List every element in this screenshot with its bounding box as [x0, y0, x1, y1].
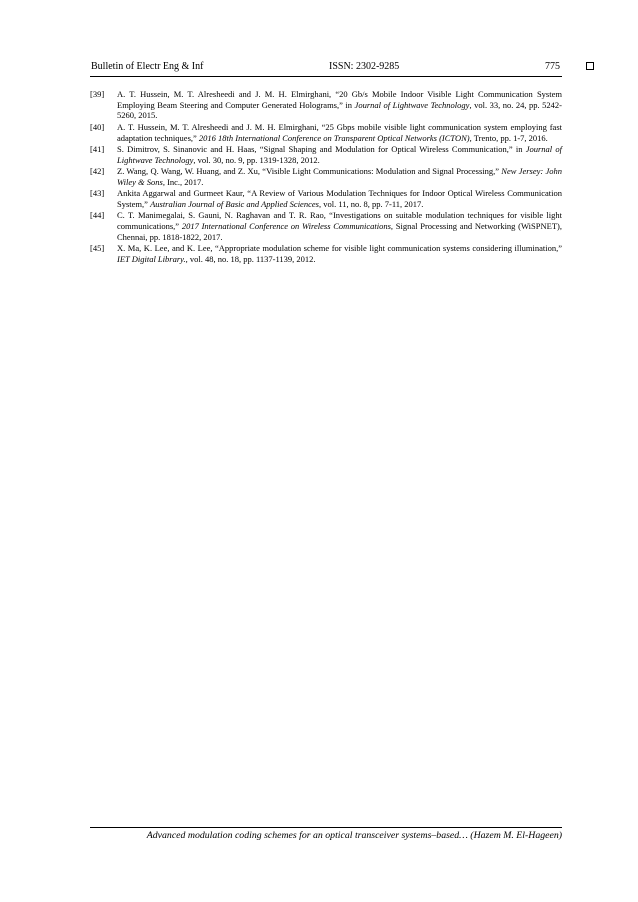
- page-header: [90, 61, 562, 75]
- reference-details: , Signal Processing and Networking (WiSPNET), Chennai, pp. 1818-1822, 2017.: [117, 220, 562, 242]
- reference-details: , vol. 30, no. 9, pp. 1319-1328, 2012.: [193, 154, 320, 165]
- page-footer: Advanced modulation coding schemes for an optical transceiver systems–based… (Hazem M. El-Hageen): [146, 830, 562, 841]
- reference-venue: IET Digital Library.: [117, 253, 186, 264]
- reference-item: [90, 144, 562, 165]
- reference-list: [90, 89, 562, 265]
- checkbox-square-icon: [586, 62, 594, 70]
- reference-number: [44]: [90, 210, 105, 221]
- reference-item: [90, 166, 562, 187]
- reference-venue: Journal of Lightwave Technology: [354, 99, 470, 110]
- header-rule: [90, 76, 562, 77]
- reference-item: [90, 188, 562, 209]
- reference-venue: Australian Journal of Basic and Applied Sciences: [150, 198, 319, 209]
- reference-text: A. T. Hussein, M. T. Alresheedi and J. M. H. Elmirghani, “20 Gb/s Mobile Indoor Visible Light Communication System Employing Beam Steering and Computer Generated Holograms,” in: [117, 89, 562, 110]
- reference-text: S. Dimitrov, S. Sinanovic and H. Haas, “Signal Shaping and Modulation for Optical Wireless Communication,” in: [117, 143, 526, 154]
- reference-number: [42]: [90, 165, 105, 176]
- reference-item: [90, 210, 562, 242]
- reference-number: [43]: [90, 188, 105, 199]
- issn: ISSN: 2302-9285: [329, 61, 400, 72]
- reference-text: X. Ma, K. Lee, and K. Lee, “Appropriate modulation scheme for visible light communication systems considering illumination,”: [117, 242, 562, 253]
- reference-venue: 2017 International Conference on Wireless Communications: [181, 220, 391, 231]
- reference-venue: Journal of Lightwave Technology: [117, 143, 562, 165]
- reference-text: Ankita Aggarwal and Gurmeet Kaur, “A Review of Various Modulation Techniques for Indoor Optical Wireless Communication System,”: [117, 188, 562, 209]
- reference-details: , Trento, pp. 1-7, 2016.: [469, 132, 548, 143]
- reference-number: [45]: [90, 242, 105, 253]
- page-number: 775: [545, 61, 560, 72]
- reference-number: [41]: [90, 143, 105, 154]
- reference-details: , Inc., 2017.: [162, 176, 204, 187]
- reference-venue: New Jersey: John Wiley & Sons: [117, 165, 562, 187]
- footer-rule: [90, 827, 562, 828]
- reference-item: [90, 89, 562, 121]
- reference-text: A. T. Hussein, M. T. Alresheedi and J. M. H. Elmirghani, “25 Gbps mobile visible light communication system employing fast adaptation techniques,”: [117, 121, 562, 143]
- reference-venue: 2016 18th International Conference on Transparent Optical Networks (ICTON): [198, 132, 470, 143]
- journal-name: Bulletin of Electr Eng & Inf: [91, 61, 204, 72]
- reference-details: , vol. 11, no. 8, pp. 7-11, 2017.: [318, 198, 424, 209]
- reference-item: [90, 243, 562, 264]
- reference-item: [90, 122, 562, 143]
- reference-number: [40]: [90, 121, 105, 132]
- reference-details: , vol. 48, no. 18, pp. 1137-1139, 2012.: [185, 253, 316, 264]
- reference-number: [39]: [90, 89, 105, 99]
- reference-details: , vol. 33, no. 24, pp. 5242-5260, 2015.: [117, 99, 562, 121]
- reference-text: Z. Wang, Q. Wang, W. Huang, and Z. Xu, “Visible Light Communications: Modulation and Signal Processing,”: [117, 165, 502, 176]
- reference-text: C. T. Manimegalai, S. Gauni, N. Raghavan and T. R. Rao, “Investigations on suitable modulation techniques for visible light communications,”: [117, 210, 562, 231]
